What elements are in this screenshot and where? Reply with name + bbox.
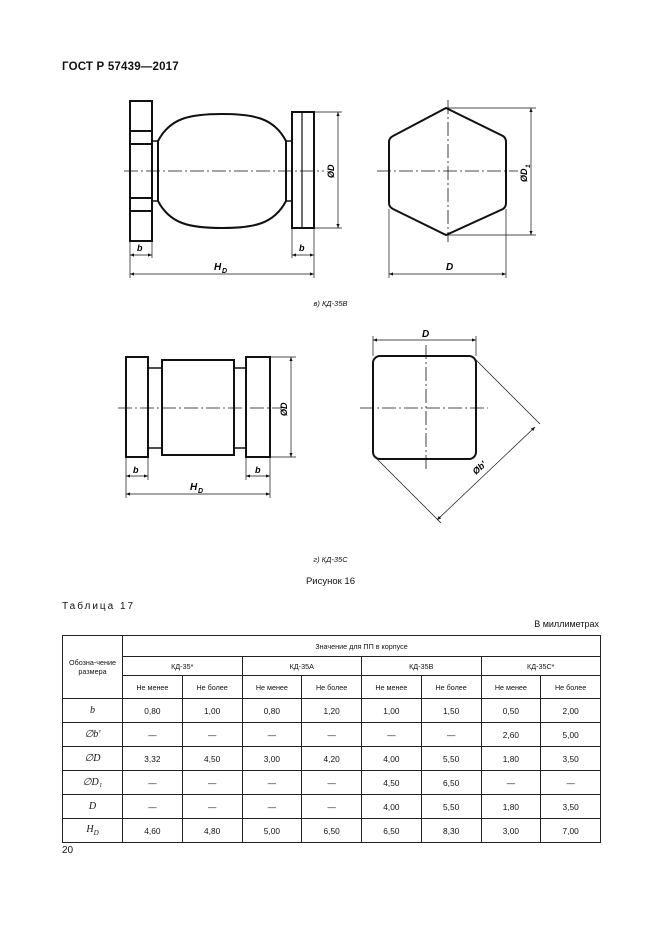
table-cell: 3,50: [541, 747, 601, 771]
table-cell: 5,50: [421, 795, 481, 819]
table-cell: 3,00: [242, 747, 302, 771]
table-cell: 3,50: [541, 795, 601, 819]
drawing-kd35c-end: [360, 336, 540, 523]
table-cell: —: [242, 723, 302, 747]
row-symbol: $H_D$: [63, 819, 123, 843]
dimensions-table: [62, 635, 601, 843]
table-cell: 1,80: [481, 747, 541, 771]
table-cell: 1,00: [362, 699, 422, 723]
table-cell: 1,20: [302, 699, 362, 723]
min-header: Не менее: [362, 676, 422, 699]
table-cell: —: [242, 795, 302, 819]
table-cell: 2,00: [541, 699, 601, 723]
max-header: Не более: [541, 676, 601, 699]
table-cell: —: [541, 771, 601, 795]
table-cell: 4,00: [362, 795, 422, 819]
dim-d-c-top: D: [422, 329, 430, 340]
figure-title: Рисунок 16: [305, 576, 356, 587]
table-cell: 4,50: [182, 747, 242, 771]
min-header: Не менее: [481, 676, 541, 699]
min-header: Не менее: [242, 676, 302, 699]
table-cell: 5,50: [421, 747, 481, 771]
table-row: [63, 699, 601, 723]
table-cell: 2,60: [481, 723, 541, 747]
drawing-kd35c-side: [118, 357, 296, 498]
package-header: КД-35С*: [481, 657, 601, 676]
table-cell: —: [242, 771, 302, 795]
row-symbol: b: [63, 699, 123, 723]
dim-d1-v-sub: 1: [525, 164, 532, 168]
table-cell: 4,00: [362, 747, 422, 771]
dim-b-left-v: b: [137, 243, 143, 253]
min-header: Не менее: [123, 676, 183, 699]
package-header: КД-35В: [362, 657, 482, 676]
document-header: ГОСТ Р 57439—2017: [62, 61, 179, 73]
dim-d-v-bottom: D: [446, 262, 454, 273]
group-header: Значение для ПП в корпусе: [123, 636, 601, 657]
table-cell: —: [302, 771, 362, 795]
dim-hd-v: H: [214, 262, 222, 273]
max-header: Не более: [302, 676, 362, 699]
table-row: [63, 747, 601, 771]
table-cell: —: [123, 723, 183, 747]
table-cell: 4,80: [182, 819, 242, 843]
max-header: Не более: [421, 676, 481, 699]
table-cell: 0,80: [242, 699, 302, 723]
dim-hd-c-sub: D: [198, 488, 204, 495]
dim-hd-v-sub: D: [222, 268, 228, 275]
table-cell: 6,50: [362, 819, 422, 843]
corner-header: Обозна-чение размера: [63, 636, 123, 699]
dim-b-right-v: b: [299, 243, 305, 253]
table-cell: —: [481, 771, 541, 795]
package-header: КД-35*: [123, 657, 243, 676]
table-cell: 3,00: [481, 819, 541, 843]
table-row: [63, 819, 601, 843]
dim-d-v-side: ØD: [326, 164, 336, 178]
caption-kd35v: в) КД-35В: [313, 299, 348, 308]
table-cell: 8,30: [421, 819, 481, 843]
table-cell: —: [182, 795, 242, 819]
table-cell: 1,80: [481, 795, 541, 819]
table-row: [63, 723, 601, 747]
table-cell: 5,00: [541, 723, 601, 747]
package-header: КД-35А: [242, 657, 362, 676]
dim-hd-c: H: [190, 482, 198, 493]
row-symbol: D: [63, 795, 123, 819]
dim-b-diag-c: Øb': [470, 459, 489, 477]
table-cell: —: [182, 771, 242, 795]
row-symbol: ∅b': [63, 723, 123, 747]
table-cell: 7,00: [541, 819, 601, 843]
drawing-kd35v-side: [124, 101, 342, 278]
table-cell: —: [182, 723, 242, 747]
table-cell: 4,20: [302, 747, 362, 771]
units-label: В миллиметрах: [534, 619, 599, 629]
table-cell: 6,50: [421, 771, 481, 795]
caption-kd35c: г) КД-35С: [313, 555, 348, 564]
table-cell: 1,50: [421, 699, 481, 723]
max-header: Не более: [182, 676, 242, 699]
table-cell: —: [302, 723, 362, 747]
table-cell: —: [123, 771, 183, 795]
dim-d-c-side: ØD: [279, 402, 289, 416]
table-cell: 5,00: [242, 819, 302, 843]
row-symbol: ∅D: [63, 747, 123, 771]
table-cell: 0,80: [123, 699, 183, 723]
row-symbol: ∅D₁: [63, 771, 123, 795]
table-cell: —: [362, 723, 422, 747]
table-title: Таблица 17: [62, 601, 136, 612]
table-cell: 6,50: [302, 819, 362, 843]
page-number: 20: [62, 845, 74, 856]
table-cell: —: [123, 795, 183, 819]
table-cell: 4,50: [362, 771, 422, 795]
table-cell: 0,50: [481, 699, 541, 723]
table-cell: 3,32: [123, 747, 183, 771]
table-cell: —: [302, 795, 362, 819]
table-row: [63, 795, 601, 819]
table-cell: 1,00: [182, 699, 242, 723]
dim-b-right-c: b: [255, 465, 261, 475]
table-cell: 4,60: [123, 819, 183, 843]
dim-b-left-c: b: [133, 465, 139, 475]
table-row: [63, 771, 601, 795]
drawing-kd35v-end: [377, 100, 536, 278]
dim-d1-v-side: ØD: [519, 168, 529, 182]
table-cell: —: [421, 723, 481, 747]
table-17: [62, 635, 600, 843]
table-body: [63, 699, 601, 843]
